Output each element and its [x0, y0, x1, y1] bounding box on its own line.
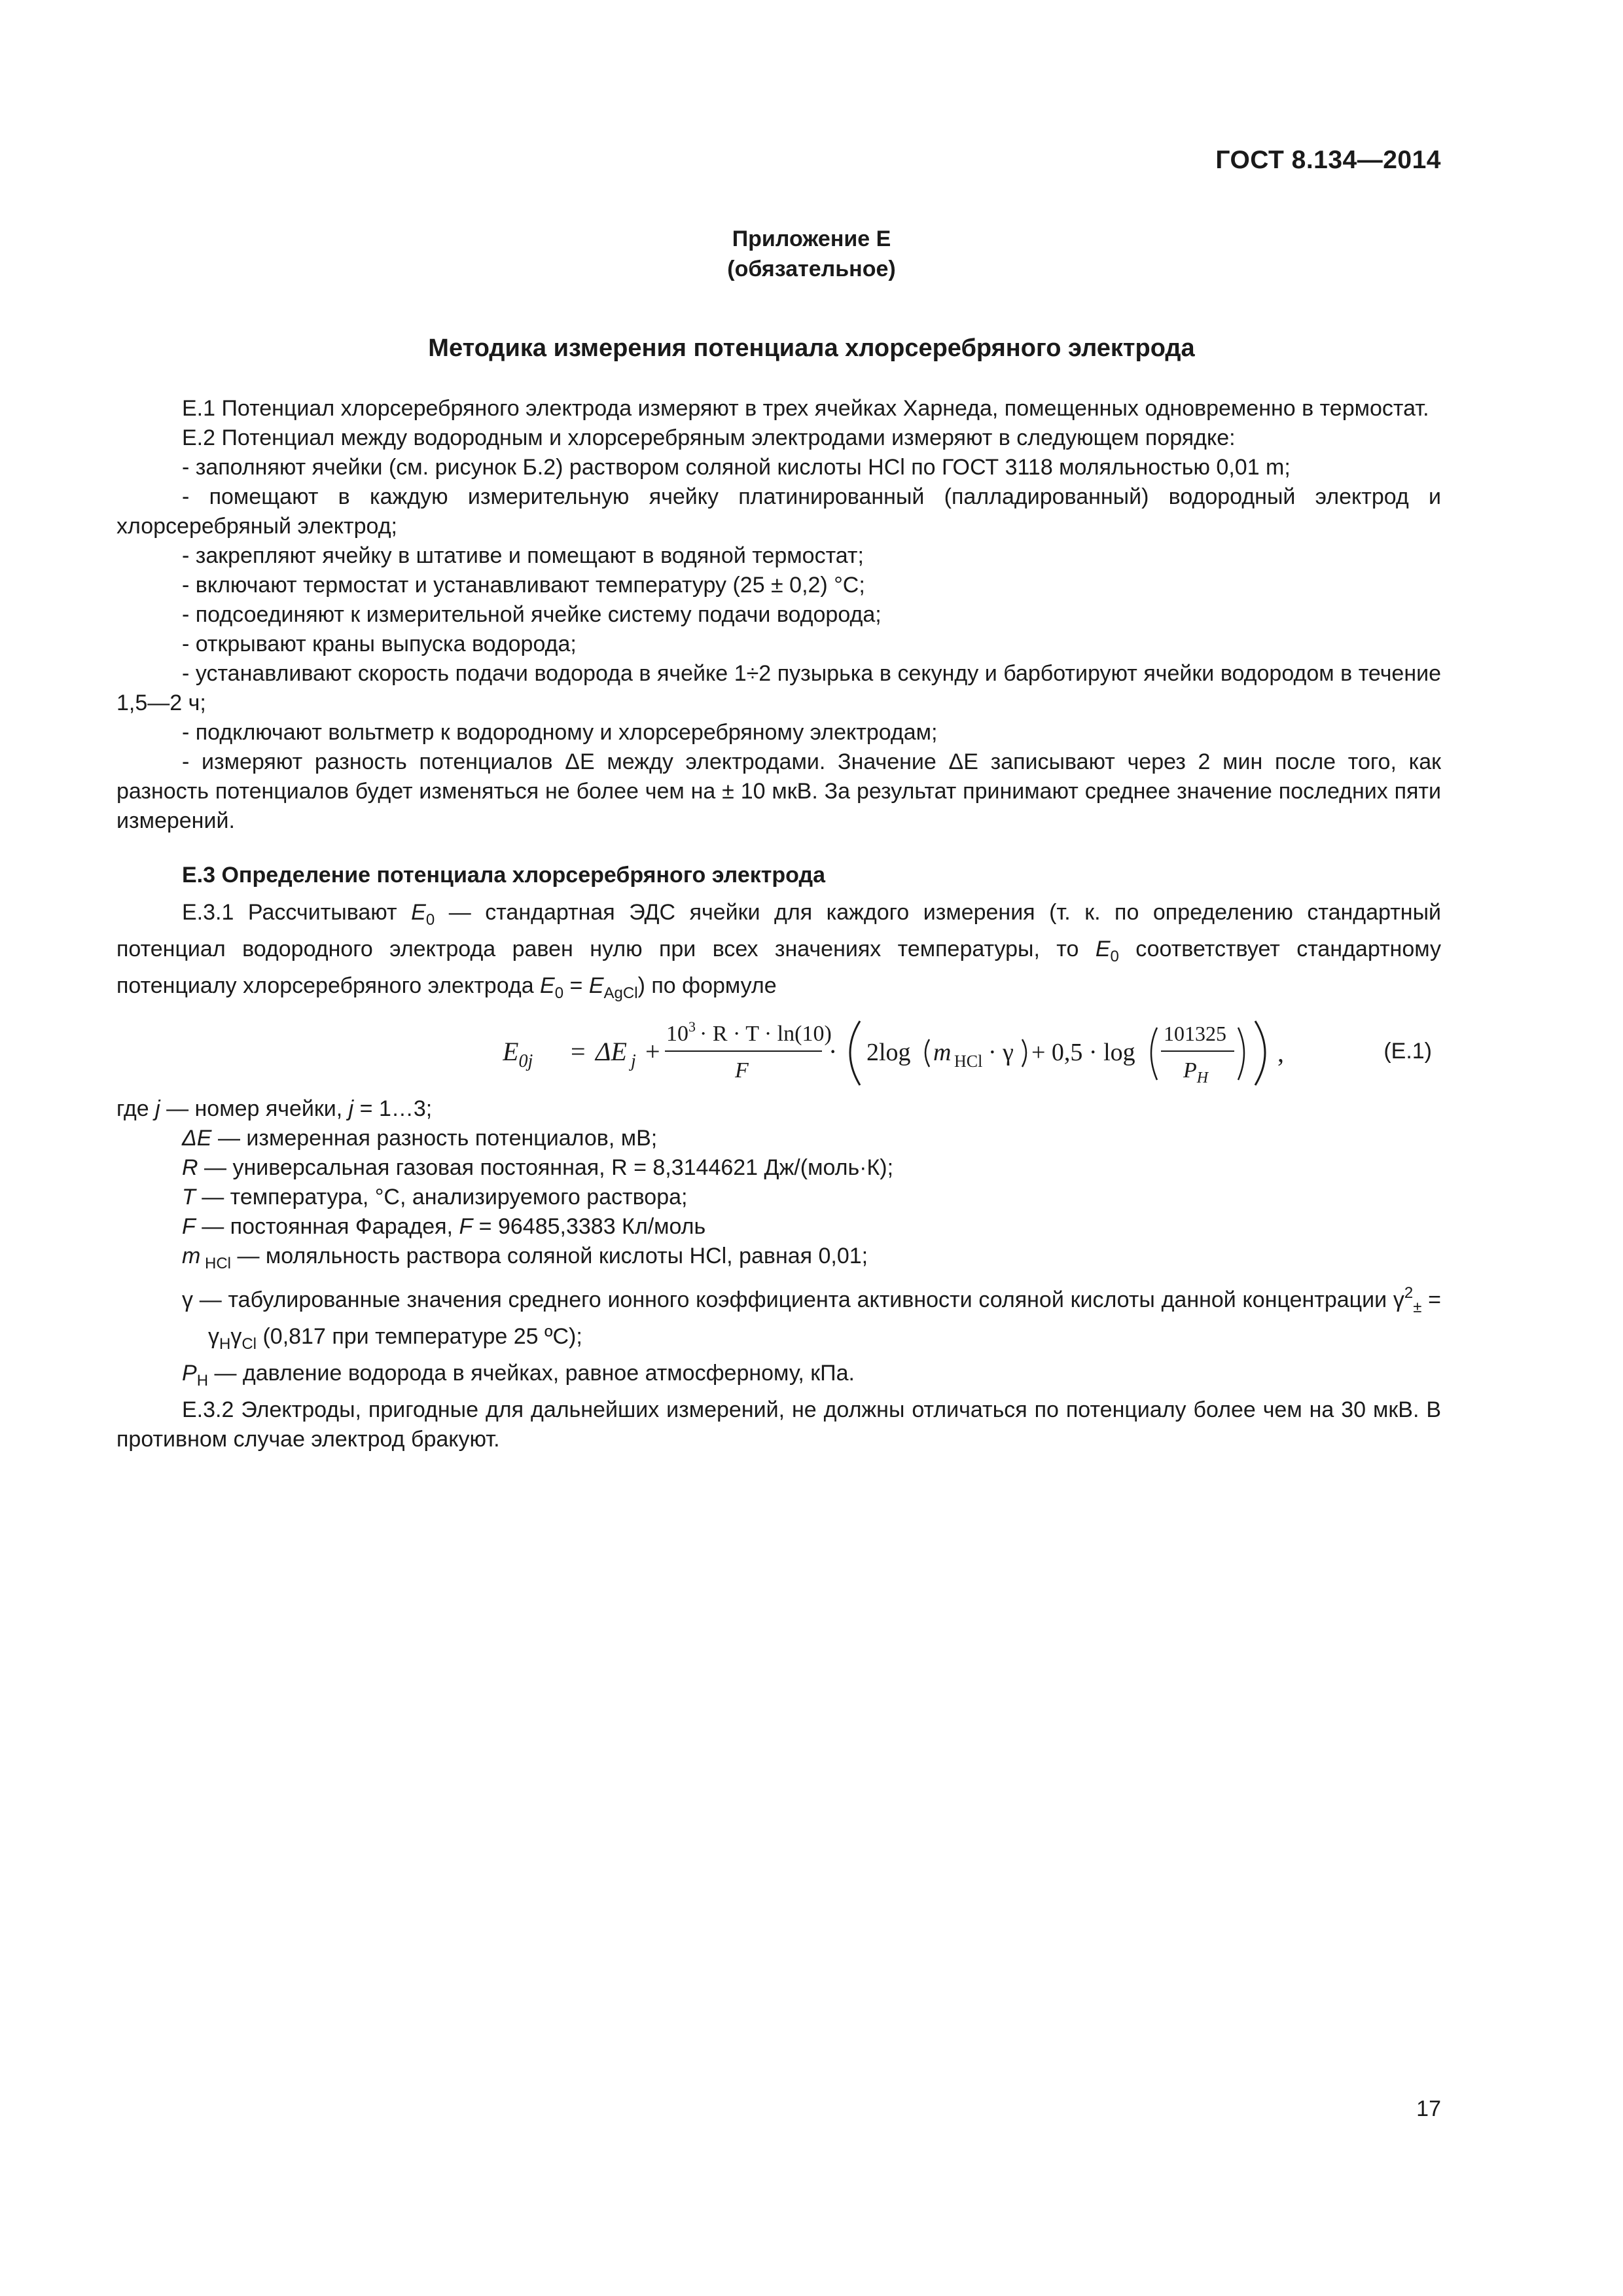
paren-right-2	[1238, 1028, 1244, 1080]
formula-eq: =	[571, 1037, 586, 1066]
symbol-e: E	[540, 973, 555, 998]
formula-numerator: $10^3 \cdot R \cdot T \cdot \ln(10)$	[666, 1018, 832, 1046]
subscript: HCl	[200, 1255, 231, 1272]
formula-delta-e: ΔE	[596, 1037, 627, 1066]
annex-status: (обязательное)	[727, 257, 896, 281]
subscript: AgCl	[603, 984, 638, 1002]
text-run: =	[563, 973, 589, 998]
list-item: - измеряют разность потенциалов ΔE между электродами. Значение ΔE записывают через 2 мин после того, как разность потенциалов будет изменяться не более чем на ± 10 мкВ. За результат принимают среднее значение последних пяти измерений.	[116, 749, 1441, 833]
symbol-e: E	[1095, 937, 1111, 961]
symbol-e: E	[588, 973, 604, 998]
where-delta-e	[116, 1124, 1441, 1153]
paren-left-2	[1151, 1028, 1157, 1080]
text-run: — номер ячейки,	[160, 1096, 349, 1121]
list-item: - включают термостат и устанавливают температуру (25 ± 0,2) °С;	[182, 573, 865, 598]
paren-left	[925, 1039, 929, 1067]
list-item: - закрепляют ячейку в штативе и помещают в водяной термостат;	[182, 543, 864, 568]
text-run: — измеренная разность потенциалов, мВ;	[211, 1126, 658, 1151]
formula-lhs-sub: 0j	[518, 1051, 533, 1071]
symbol-r: R	[182, 1155, 198, 1180]
text-run: где	[116, 1096, 156, 1121]
subscript: ±	[1413, 1299, 1422, 1316]
big-paren-left	[850, 1021, 860, 1085]
formula-dot: ·	[829, 1037, 838, 1066]
formula-sub-j: j	[631, 1051, 636, 1071]
subscript: H	[196, 1372, 209, 1390]
list-item: - подключают вольтметр к водородному и хлорсеребряному электродам;	[182, 720, 938, 745]
list-item: - подсоединяют к измерительной ячейке систему подачи водорода;	[182, 602, 882, 627]
where-p	[116, 1359, 1441, 1395]
where-t	[116, 1183, 1441, 1212]
symbol-p: P	[182, 1361, 197, 1386]
formula-plus: +	[645, 1037, 660, 1066]
formula-graphic	[503, 1012, 1353, 1090]
formula-m-sub: HCl	[954, 1052, 983, 1071]
document-body	[116, 394, 1441, 1454]
where-r	[116, 1153, 1441, 1183]
symbol-j: j	[348, 1096, 354, 1121]
text-run: — стандартная ЭДС ячейки для каждого измерения (т. к. по определению стандартный потенциал водородного электрода равен нулю при всех значениях температуры, то	[116, 900, 1441, 961]
text-run: = γ	[208, 1287, 1441, 1349]
section-heading-e3: Е.3 Определение потенциала хлорсеребряного электрода	[182, 863, 825, 888]
text-run: Е.3.1 Рассчитывают	[182, 900, 412, 925]
text-run: — давление водорода в ячейках, равное атмосферному, кПа.	[208, 1361, 855, 1386]
formula-lhs: $E_{0j}$	[503, 1037, 533, 1071]
list-item: - устанавливают скорость подачи водорода в ячейке 1÷2 пузырька в секунду и барботируют ячейки водородом в течение 1,5—2 ч;	[116, 661, 1441, 715]
subscript: 0	[425, 911, 435, 929]
symbol-j: j	[155, 1096, 160, 1121]
symbol-e: E	[411, 900, 426, 925]
formula-denominator: F	[735, 1058, 749, 1083]
subscript: H	[219, 1335, 231, 1353]
symbol-delta-e: ΔE	[182, 1126, 212, 1151]
symbol-f: F	[459, 1214, 473, 1239]
formula-gamma: · γ	[988, 1039, 1014, 1066]
where-gamma	[116, 1278, 1441, 1359]
symbol-t: T	[182, 1185, 196, 1210]
document-code: ГОСТ 8.134—2014	[1215, 146, 1441, 174]
formula-e1	[116, 1012, 1441, 1090]
list-item: - открывают краны выпуска водорода;	[182, 632, 577, 656]
formula-comma: ,	[1277, 1038, 1284, 1067]
text-run: соответствует стандартному потенциалу хлорсеребряного электрода	[116, 937, 1441, 998]
text-run: γ	[230, 1324, 242, 1349]
superscript: 2	[1404, 1284, 1414, 1302]
text-run: γ — табулированные значения среднего ионного коэффициента активности соляной кислоты данной концентрации γ	[182, 1287, 1404, 1312]
list-item: - заполняют ячейки (см. рисунок Б.2) раствором соляной кислоты HCl по ГОСТ 3118 моляльностью 0,01 m;	[182, 455, 1291, 480]
text-run: = 96485,3383 Кл/моль	[473, 1214, 706, 1239]
symbol-m: m	[182, 1244, 201, 1268]
paragraph-e1: Е.1 Потенциал хлорсеребряного электрода измеряют в трех ячейках Харнеда, помещенных одновременно в термостат.	[182, 396, 1429, 421]
formula-two-log: 2log	[866, 1039, 911, 1066]
paragraph-e2: Е.2 Потенциал между водородным и хлорсеребряным электродами измеряют в следующем порядке:	[182, 425, 1236, 450]
text-run: — постоянная Фарадея,	[195, 1214, 459, 1239]
annex-title: Методика измерения потенциала хлорсеребряного электрода	[428, 334, 1195, 362]
text-run: = 1…3;	[353, 1096, 433, 1121]
list-item: - помещают в каждую измерительную ячейку платинированный (палладированный) водородный электрод и хлорсеребряный электрод;	[116, 484, 1441, 539]
where-m	[116, 1242, 1441, 1278]
formula-half-log: + 0,5 · log	[1031, 1039, 1135, 1066]
formula-number: (Е.1)	[1383, 1039, 1432, 1064]
paren-right	[1022, 1039, 1026, 1067]
formula-p: $P_H$	[1183, 1058, 1209, 1086]
formula-101325: 101325	[1164, 1022, 1226, 1045]
paragraph-e31	[116, 898, 1441, 1008]
subscript: 0	[1110, 948, 1119, 965]
text-run: (0,817 при температуре 25 ºС);	[257, 1324, 582, 1349]
subscript: 0	[554, 984, 564, 1002]
text-run: ) по формуле	[637, 973, 777, 998]
page-number: 17	[1416, 2096, 1441, 2121]
big-paren-right	[1255, 1021, 1265, 1085]
annex-label: Приложение Е	[732, 226, 891, 251]
subscript: Cl	[241, 1335, 257, 1353]
formula-m: m	[933, 1039, 952, 1066]
text-run: — температура, °С, анализируемого раствора;	[195, 1185, 688, 1210]
paragraph-e32: Е.3.2 Электроды, пригодные для дальнейших измерений, не должны отличаться по потенциалу более чем на 30 мкВ. В противном случае электрод бракуют.	[116, 1397, 1441, 1452]
text-run: — универсальная газовая постоянная, R = 8,3144621 Дж/(моль·К);	[198, 1155, 894, 1180]
symbol-f: F	[182, 1214, 196, 1239]
where-j	[116, 1094, 1441, 1124]
where-f	[116, 1212, 1441, 1242]
text-run: — моляльность раствора соляной кислоты HCl, равная 0,01;	[231, 1244, 868, 1268]
